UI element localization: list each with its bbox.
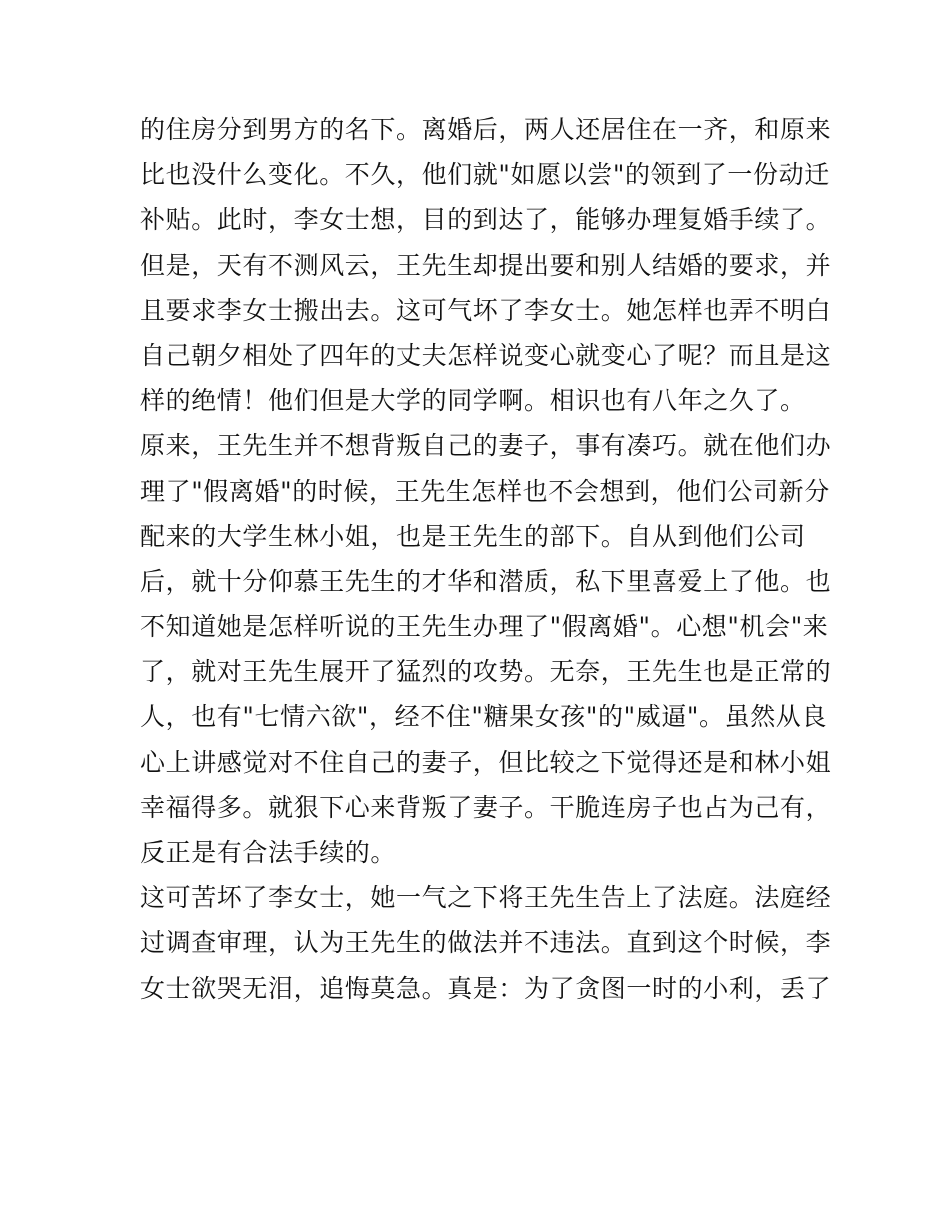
text-line: 比也没什么变化。不久，他们就"如愿以尝"的领到了一份动迁 <box>140 160 830 190</box>
text-line: 样的绝情！他们但是大学的同学啊。相识也有八年之久了。 <box>140 386 806 416</box>
text-line: 心上讲感觉对不住自己的妻子，但比较之下觉得还是和林小姐 <box>140 747 832 777</box>
text-line: 女士欲哭无泪，追悔莫急。真是：为了贪图一时的小利，丢了 <box>140 973 832 1003</box>
text-line: 的住房分到男方的名下。离婚后，两人还居住在一齐，和原来 <box>140 115 832 144</box>
text-line: 且要求李女士搬出去。这可气坏了李女士。她怎样也弄不明白 <box>140 295 832 325</box>
text-line: 配来的大学生林小姐，也是王先生的部下。自从到他们公司 <box>140 521 806 551</box>
text-line: 幸福得多。就狠下心来背叛了妻子。干脆连房子也占为己有， <box>140 792 832 822</box>
text-line: 不知道她是怎样听说的王先生办理了"假离婚"。心想"机会"来 <box>140 612 829 642</box>
body-text <box>140 107 830 1011</box>
text-line: 过调查审理，认为王先生的做法并不违法。直到这个时候，李 <box>140 928 832 958</box>
text-line: 了，就对王先生展开了猛烈的攻势。无奈，王先生也是正常的 <box>140 657 832 687</box>
text-line: 人，也有"七情六欲"，经不住"糖果女孩"的"威逼"。虽然从良 <box>140 702 827 732</box>
text-line: 原来，王先生并不想背叛自己的妻子，事有凑巧。就在他们办 <box>140 431 832 461</box>
text-line: 后，就十分仰慕王先生的才华和潜质，私下里喜爱上了他。也 <box>140 566 832 596</box>
text-line: 理了"假离婚"的时候，王先生怎样也不会想到，他们公司新分 <box>140 476 830 506</box>
text-line: 反正是有合法手续的。 <box>140 838 397 867</box>
text-line: 但是，天有不测风云，王先生却提出要和别人结婚的要求，并 <box>140 250 832 280</box>
text-line: 这可苦坏了李女士，她一气之下将王先生告上了法庭。法庭经 <box>140 883 832 913</box>
text-line: 自己朝夕相处了四年的丈夫怎样说变心就变心了呢？而且是这 <box>140 340 832 370</box>
text-line: 补贴。此时，李女士想，目的到达了，能够办理复婚手续了。 <box>140 205 832 235</box>
